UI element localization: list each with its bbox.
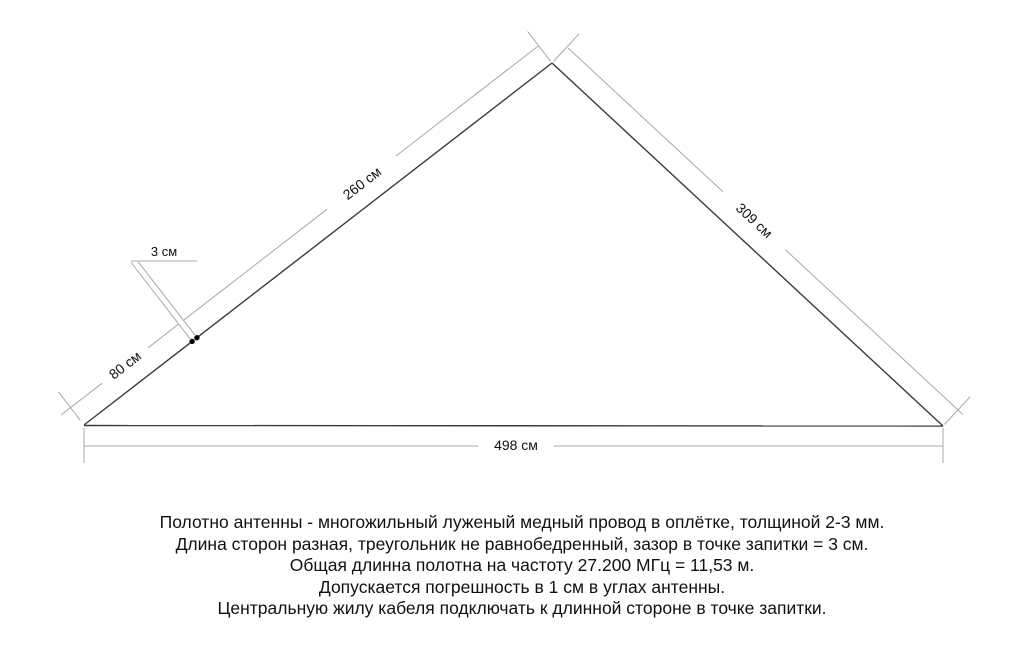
note-line-2: Длина сторон разная, треугольник не равнобедренный, зазор в точке запитки = 3 см. <box>175 533 869 554</box>
extension-lines <box>58 31 970 463</box>
wire-bottom-segment <box>84 426 943 427</box>
label-side-left-lower: 80 см <box>105 347 145 383</box>
wire-right-segment <box>552 63 943 426</box>
leader-feed-dot-lower <box>131 263 191 340</box>
notes-block <box>20 512 1024 620</box>
dim-260-line-b <box>396 46 539 157</box>
ext-apex-right-perp <box>553 34 579 62</box>
ext-left-vertex-perp <box>58 392 80 421</box>
label-side-right: 309 см <box>732 199 776 242</box>
dim-80-line-a <box>61 383 102 415</box>
label-side-left-upper: 260 см <box>339 163 385 203</box>
leader-feed-dot-upper <box>138 262 195 336</box>
dim-80-line-b <box>148 324 179 348</box>
note-line-4: Допускается погрешность в 1 см в углах антенны. <box>318 576 726 597</box>
label-feed-gap: 3 см <box>150 244 178 259</box>
ext-apex-left-perp <box>528 31 551 61</box>
note-line-1: Полотно антенны - многожильный луженый медный провод в оплётке, толщиной 2-3 мм. <box>159 512 885 532</box>
dim-260-line-a <box>184 209 328 320</box>
dimension-lines <box>61 46 963 446</box>
dim-309-line-b <box>785 250 962 415</box>
note-line-5: Центральную жилу кабеля подключать к длинной стороне в точке запитки. <box>217 598 827 619</box>
label-side-bottom: 498 см <box>494 437 538 453</box>
dim-309-line-a <box>568 48 723 192</box>
wire-left-upper-segment <box>197 63 552 338</box>
dimension-labels <box>106 163 776 453</box>
note-line-3: Общая длинна полотна на частоту 27.200 МГц = 11,53 м. <box>289 555 755 576</box>
antenna-wire <box>84 63 943 426</box>
